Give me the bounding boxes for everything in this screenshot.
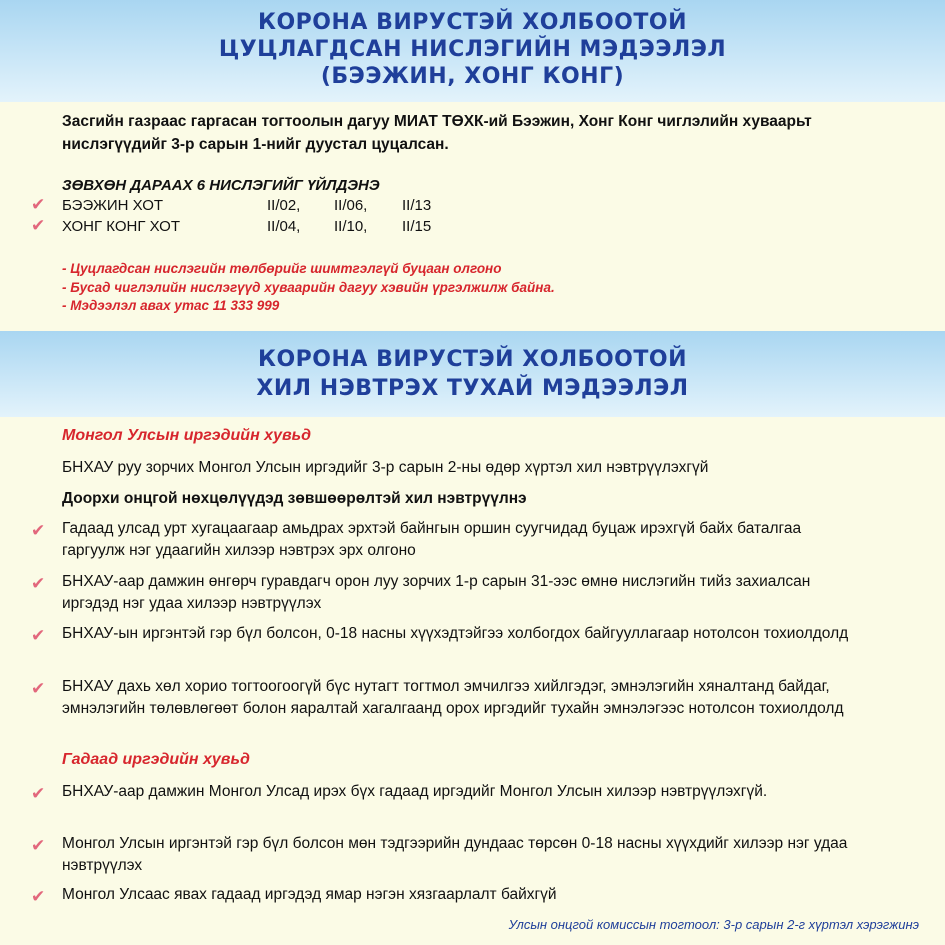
foreign-item: БНХАУ-аар дамжин Монгол Улсад ирэх бүх гадаад иргэдийг Монгол Улсын хилээр нэвтрүүлэхгүй. [62,783,768,800]
check-icon: ✔ [31,574,46,593]
foreign-citizens-heading: Гадаад иргэдийн хувьд [62,751,250,768]
note-refund: - Цуцлагдсан нислэгийн төлбөрийг шимтгэлгүй буцаан олгоно [62,261,502,276]
check-icon: ✔ [31,626,46,645]
check-icon: ✔ [31,836,46,855]
mongolian-statement: БНХАУ руу зорчих Монгол Улсын иргэдийг 3-р сарын 2-ны өдөр хүртэл хил нэвтрүүлэхгүй [62,459,709,476]
exception-item: Гадаад улсад урт хугацаагаар амьдрах эрхтэй байнгын оршин суугчидад буцаж ирэхгүй байх баталгаа гаргуулж нэг удаагийн хилээр нэвтрэх эрх олгоно [62,520,802,559]
footer-note: Улсын онцгой комиссын тогтоол: 3-р сарын 2-г хүртэл хэрэгжинэ [508,917,919,932]
flight-code: II/10, [334,218,368,235]
flight-city: БЭЭЖИН ХОТ [62,197,164,214]
banner-title-line: КОРОНА ВИРУСТЭЙ ХОЛБООТОЙ [258,10,687,35]
flight-code: II/02, [267,197,301,214]
flight-info-banner [0,0,945,102]
check-icon: ✔ [31,679,46,698]
banner-title-line: ХИЛ НЭВТРЭХ ТУХАЙ МЭДЭЭЛЭЛ [256,376,689,401]
mongolian-citizens-heading: Монгол Улсын иргэдийн хувьд [62,427,312,444]
flight-code: II/06, [334,197,368,214]
note-other-routes: - Бусад чиглэлийн нислэгүүд хуваарийн дагуу хэвийн үргэлжилж байна. [62,280,555,295]
exceptions-heading: Доорхи онцгой нөхцөлүүдэд зөвшөөрөлтэй хил нэвтрүүлнэ [62,490,527,507]
exception-item: БНХАУ-аар дамжин өнгөрч гуравдагч орон луу зорчих 1-р сарын 31-ээс өмнө нислэгийн тийз захиалсан иргэдэд нэг удаа хилээр нэвтрүүлэх [62,573,811,612]
check-icon: ✔ [31,195,46,214]
banner-title-line: КОРОНА ВИРУСТЭЙ ХОЛБООТОЙ [258,347,687,372]
foreign-item: Монгол Улсаас явах гадаад иргэдэд ямар нэгэн хязгаарлалт байхгүй [62,886,557,903]
check-icon: ✔ [31,216,46,235]
exception-item: БНХАУ-ын иргэнтэй гэр бүл болсон, 0-18 насны хүүхэдтэйгээ холбогдох байгууллагаар нотолсон тохиолдолд [62,625,849,642]
note-phone: - Мэдээлэл авах утас 11 333 999 [62,298,280,313]
flight-code: II/04, [267,218,301,235]
flight-city: ХОНГ КОНГ ХОТ [62,218,180,235]
border-info-banner [0,331,945,417]
flight-code: II/15 [402,218,432,235]
flights-heading: ЗӨВХӨН ДАРААХ 6 НИСЛЭГИЙГ ҮЙЛДЭНЭ [62,177,380,194]
exception-item: БНХАУ дахь хөл хорио тогтоогоогүй бүс нутагт тогтмол эмчилгээ хийлгэдэг, эмнэлэгийн хяналтанд байдаг, эмнэлэгийн төлөвлөгөөт болон яаралтай хагалгаанд орох иргэдийг тухайн эмнэлэгээс нотолсон тохиолдолд [62,678,844,717]
check-icon: ✔ [31,521,46,540]
banner-title-line: ЦУЦЛАГДСАН НИСЛЭГИЙН МЭДЭЭЛЭЛ [218,37,727,62]
foreign-item: Монгол Улсын иргэнтэй гэр бүл болсон мөн тэдгээрийн дундаас төрсөн 0-18 насны хүүхдийг хилээр нэг удаа нэвтрүүлэх [62,835,848,874]
intro-paragraph: Засгийн газраас гаргасан тогтоолын дагуу МИАТ ТӨХК-ий Бээжин, Хонг Конг чиглэлийн хуваарьт нислэгүүдийг 3-р сарын 1-нийг дуустал цуцалсан. [62,113,812,153]
check-icon: ✔ [31,887,46,906]
banner-title-line: (БЭЭЖИН, ХОНГ КОНГ) [320,64,625,89]
flight-code: II/13 [402,197,432,214]
check-icon: ✔ [31,784,46,803]
